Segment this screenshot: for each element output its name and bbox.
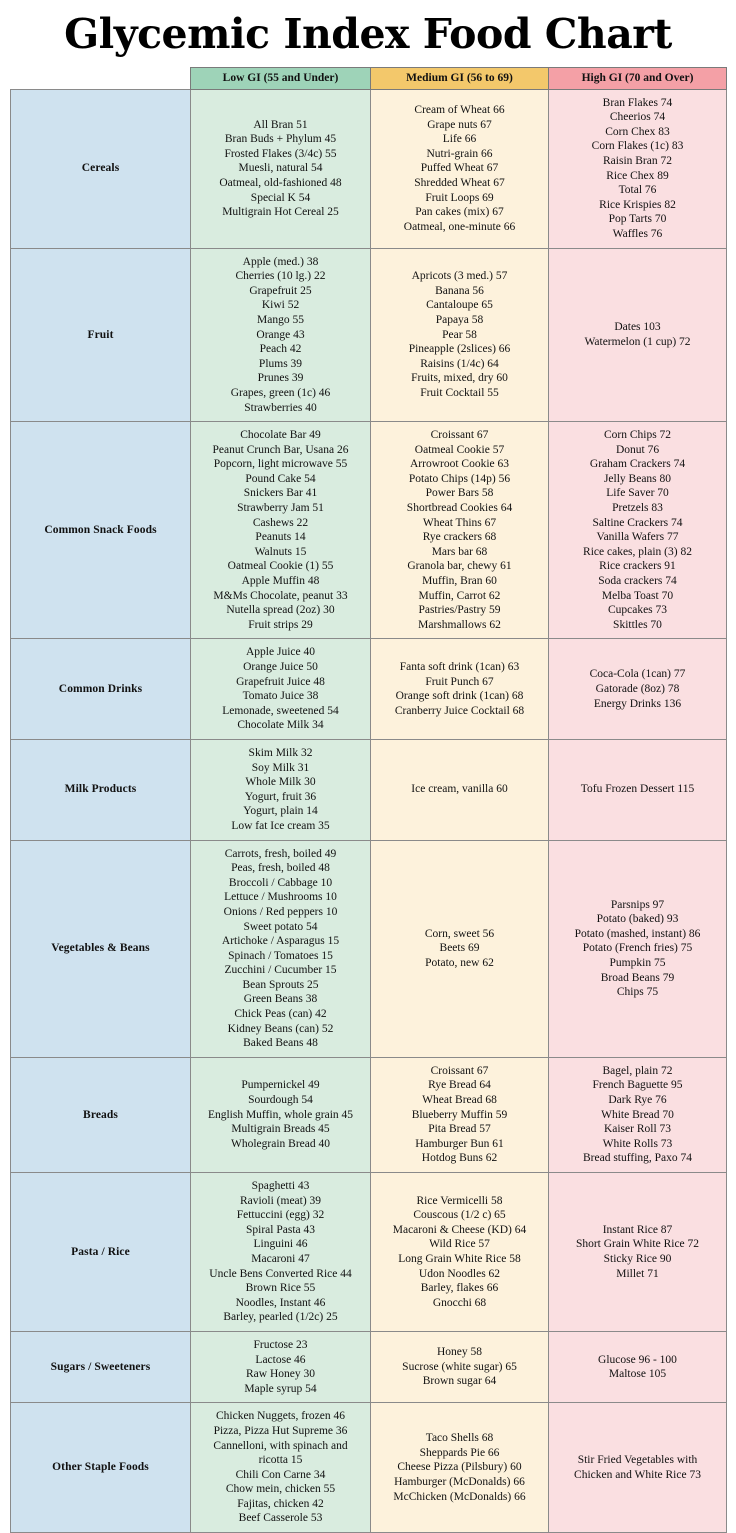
high-gi-cell	[549, 739, 727, 840]
food-item: Bean Sprouts 25	[242, 978, 319, 991]
food-item: Broccoli / Cabbage 10	[228, 876, 333, 889]
food-item: Fajitas, chicken 42	[237, 1497, 324, 1510]
food-item: Skim Milk 32	[248, 746, 313, 759]
high-gi-cell	[549, 1057, 727, 1172]
food-item: Pop Tarts 70	[608, 213, 667, 226]
food-item: Pound Cake 54	[245, 472, 316, 485]
table-row	[11, 739, 727, 840]
food-item: Instant Rice 87	[602, 1223, 673, 1236]
food-item: Beef Casserole 53	[238, 1512, 323, 1525]
food-item: Cream of Wheat 66	[414, 103, 505, 116]
food-item: Banana 56	[435, 284, 484, 297]
table-row	[11, 89, 727, 248]
header-high-gi: High GI (70 and Over)	[549, 68, 727, 90]
medium-gi-cell	[371, 1057, 549, 1172]
food-item: Wholegrain Bread 40	[231, 1137, 330, 1150]
low-gi-cell	[191, 840, 371, 1057]
low-gi-cell	[191, 89, 371, 248]
food-item: Multigrain Breads 45	[231, 1123, 330, 1136]
food-item: Blueberry Muffin 59	[411, 1108, 508, 1121]
food-item: Peas, fresh, boiled 48	[231, 862, 330, 875]
food-item: Nutella spread (2oz) 30	[226, 604, 335, 617]
food-item: Spaghetti 43	[251, 1180, 310, 1193]
food-item: Arrowroot Cookie 63	[409, 458, 509, 471]
table-row	[11, 248, 727, 422]
food-item: Shortbread Cookies 64	[406, 502, 513, 515]
food-item: White Bread 70	[601, 1108, 674, 1121]
medium-gi-cell	[371, 840, 549, 1057]
food-item: Taco Shells 68	[425, 1432, 494, 1445]
table-row	[11, 422, 727, 639]
low-gi-cell	[191, 739, 371, 840]
food-item: Pan cakes (mix) 67	[415, 206, 504, 219]
food-item: Spiral Pasta 43	[246, 1223, 315, 1236]
food-item: Saltine Crackers 74	[592, 516, 683, 529]
food-item: Uncle Bens Converted Rice 44	[209, 1267, 352, 1280]
low-gi-cell	[191, 248, 371, 422]
high-gi-cell	[549, 248, 727, 422]
food-item: M&Ms Chocolate, peanut 33	[213, 589, 348, 602]
high-gi-cell	[549, 422, 727, 639]
header-category	[11, 68, 191, 90]
food-item: Apple Juice 40	[246, 646, 315, 659]
food-item: Cranberry Juice Cocktail 68	[394, 704, 525, 717]
food-item: Pastries/Pastry 59	[418, 604, 501, 617]
food-item: Onions / Red peppers 10	[223, 905, 338, 918]
food-item: Tofu Frozen Dessert 115	[580, 783, 695, 796]
category-cell: Other Staple Foods	[11, 1403, 191, 1533]
category-cell: Pasta / Rice	[11, 1173, 191, 1332]
food-item: Lactose 46	[255, 1353, 306, 1366]
food-item: Maple syrup 54	[244, 1382, 317, 1395]
food-item: Rice crackers 91	[599, 560, 676, 573]
category-cell: Fruit	[11, 248, 191, 422]
food-item: Sweet potato 54	[243, 920, 318, 933]
table-row	[11, 1173, 727, 1332]
food-item: Pizza, Pizza Hut Supreme 36	[213, 1424, 348, 1437]
food-item: Hamburger Bun 61	[415, 1137, 504, 1150]
food-item: Puffed Wheat 67	[420, 162, 499, 175]
food-item: Potato (baked) 93	[596, 913, 679, 926]
medium-gi-cell	[371, 422, 549, 639]
food-item: Fanta soft drink (1can) 63	[399, 661, 520, 674]
food-item: Hotdog Buns 62	[421, 1152, 498, 1165]
food-item: Corn Chips 72	[603, 429, 672, 442]
food-item: Broad Beans 79	[600, 971, 675, 984]
food-item: Cheese Pizza (Pilsbury) 60	[397, 1461, 522, 1474]
food-item: Raisin Bran 72	[603, 155, 672, 168]
food-item: Multigrain Hot Cereal 25	[222, 206, 339, 219]
header-low-gi: Low GI (55 and Under)	[191, 68, 371, 90]
food-item: Raisins (1/4c) 64	[420, 357, 499, 370]
food-item: Raw Honey 30	[246, 1368, 315, 1381]
food-item: Rice Krispies 82	[599, 198, 676, 211]
food-item: Gnocchi 68	[432, 1296, 487, 1309]
low-gi-cell	[191, 1331, 371, 1402]
food-item: Fructose 23	[253, 1338, 308, 1351]
food-item: Green Beans 38	[243, 993, 318, 1006]
food-item: Linguini 46	[253, 1238, 308, 1251]
food-item: Macaroni & Cheese (KD) 64	[392, 1223, 527, 1236]
food-item: Oatmeal Cookie (1) 55	[227, 560, 334, 573]
food-item: Snickers Bar 41	[243, 487, 318, 500]
low-gi-cell	[191, 1403, 371, 1533]
food-item: Croissant 67	[430, 429, 489, 442]
food-item: Rice Chex 89	[606, 169, 669, 182]
food-item: Walnuts 15	[254, 545, 307, 558]
food-item: Dark Rye 76	[608, 1094, 667, 1107]
food-item: Fruits, mixed, dry 60	[411, 372, 508, 385]
food-item: Bran Buds + Phylum 45	[224, 133, 337, 146]
food-item: Cheerios 74	[609, 111, 666, 124]
food-item: Beets 69	[439, 942, 480, 955]
food-item: Fruit strips 29	[248, 618, 313, 631]
medium-gi-cell	[371, 639, 549, 740]
food-item: Apple (med.) 38	[242, 255, 319, 268]
food-item: Muffin, Bran 60	[422, 575, 497, 588]
food-item: Oatmeal Cookie 57	[414, 443, 505, 456]
food-item: Barley, flakes 66	[420, 1282, 499, 1295]
high-gi-cell	[549, 1331, 727, 1402]
food-item: Melba Toast 70	[601, 589, 674, 602]
food-item: Artichoke / Asparagus 15	[221, 935, 340, 948]
food-item: Rye crackers 68	[422, 531, 497, 544]
food-item: Orange soft drink (1can) 68	[395, 690, 524, 703]
food-item: Whole Milk 30	[245, 776, 316, 789]
table-row	[11, 1057, 727, 1172]
food-item: Carrots, fresh, boiled 49	[224, 847, 337, 860]
table-row	[11, 1331, 727, 1402]
food-item: Jelly Beans 80	[603, 472, 672, 485]
table-body	[11, 89, 727, 1532]
food-item: Sheppards Pie 66	[419, 1446, 500, 1459]
food-item: Donut 76	[615, 443, 660, 456]
food-item: Bran Flakes 74	[602, 96, 673, 109]
food-item: Potato (French fries) 75	[582, 942, 693, 955]
food-item: Watermelon (1 cup) 72	[584, 335, 691, 348]
food-item: Energy Drinks 136	[593, 697, 682, 710]
food-item: Zucchini / Cucumber 15	[224, 964, 337, 977]
low-gi-cell	[191, 422, 371, 639]
food-item: Kidney Beans (can) 52	[227, 1022, 334, 1035]
food-item: Orange 43	[256, 328, 305, 341]
food-item: English Muffin, whole grain 45	[207, 1108, 354, 1121]
food-item: Popcorn, light microwave 55	[213, 458, 348, 471]
food-item: Potato, new 62	[425, 957, 494, 969]
food-item: Special K 54	[250, 191, 311, 204]
food-item: Chocolate Milk 34	[237, 719, 324, 732]
food-item: Life 66	[442, 133, 477, 146]
high-gi-cell	[549, 639, 727, 740]
food-item: Baked Beans 48	[243, 1037, 318, 1050]
food-item: Papaya 58	[435, 313, 484, 326]
food-item: Pretzels 83	[612, 502, 663, 515]
food-item: Nutri-grain 66	[426, 147, 493, 160]
food-item: Mars bar 68	[431, 545, 488, 558]
food-item: Granola bar, chewy 61	[407, 560, 512, 573]
food-item: Peach 42	[259, 343, 302, 356]
medium-gi-cell	[371, 89, 549, 248]
food-item: Chili Con Carne 34	[235, 1468, 326, 1481]
food-item: Rice Vermicelli 58	[416, 1194, 503, 1207]
food-item: Corn Chex 83	[605, 125, 670, 138]
food-item: Coca-Cola (1can) 77	[589, 668, 686, 681]
table-row	[11, 840, 727, 1057]
medium-gi-cell	[371, 1173, 549, 1332]
low-gi-cell	[191, 1057, 371, 1172]
food-item: Low fat Ice cream 35	[231, 819, 330, 832]
category-cell: Milk Products	[11, 739, 191, 840]
food-item: Millet 71	[616, 1267, 659, 1280]
glycemic-index-table	[10, 67, 727, 1533]
food-item: Wheat Bread 68	[422, 1094, 497, 1107]
page-title: Glycemic Index Food Chart	[64, 10, 672, 58]
food-item: Plums 39	[258, 357, 303, 370]
food-item: ricotta 15	[258, 1454, 303, 1467]
food-item: McChicken (McDonalds) 66	[393, 1490, 526, 1503]
category-cell: Sugars / Sweeteners	[11, 1331, 191, 1402]
food-item: Sourdough 54	[248, 1094, 313, 1107]
food-item: Dates 103	[614, 321, 661, 334]
food-item: Pear 58	[442, 328, 477, 341]
food-item: Muffin, Carrot 62	[418, 589, 501, 602]
food-item: Potato Chips (14p) 56	[408, 472, 511, 485]
food-item: Fruit Loops 69	[425, 191, 494, 204]
food-item: Spinach / Tomatoes 15	[228, 949, 333, 962]
food-item: Cannelloni, with spinach and	[213, 1439, 348, 1452]
food-item: Kiwi 52	[261, 299, 300, 312]
food-item: Yogurt, plain 14	[243, 805, 318, 818]
food-item: Apricots (3 med.) 57	[411, 270, 508, 283]
food-item: Chocolate Bar 49	[240, 429, 321, 442]
medium-gi-cell	[371, 1331, 549, 1402]
food-item: Lemonade, sweetened 54	[222, 704, 339, 717]
high-gi-cell	[549, 1403, 727, 1533]
food-item: Sticky Rice 90	[603, 1252, 672, 1265]
medium-gi-cell	[371, 248, 549, 422]
food-item: Croissant 67	[430, 1064, 489, 1077]
food-item: Wild Rice 57	[429, 1238, 490, 1251]
food-item: Bagel, plain 72	[602, 1064, 673, 1077]
food-item: Pineapple (2slices) 66	[408, 343, 511, 356]
food-item: Strawberry Jam 51	[237, 502, 324, 515]
food-item: Chips 75	[616, 986, 659, 999]
table-row	[11, 1403, 727, 1533]
food-item: Sucrose (white sugar) 65	[402, 1360, 517, 1373]
food-item: Strawberries 40	[244, 401, 317, 414]
category-cell: Common Drinks	[11, 639, 191, 740]
food-item: Macaroni 47	[251, 1252, 310, 1265]
food-item: Couscous (1/2 c) 65	[413, 1209, 506, 1222]
food-item: Kaiser Roll 73	[603, 1123, 672, 1136]
food-item: Cashews 22	[252, 516, 309, 529]
food-item: Cherries (10 lg.) 22	[235, 270, 326, 283]
food-item: Oatmeal, old-fashioned 48	[219, 176, 342, 189]
food-item: Chicken Nuggets, frozen 46	[215, 1410, 346, 1423]
food-item: Pita Bread 57	[428, 1123, 491, 1136]
food-item: Peanut Crunch Bar, Usana 26	[212, 443, 349, 456]
food-item: Brown Rice 55	[245, 1282, 316, 1295]
food-item: Fruit Cocktail 55	[420, 386, 499, 399]
high-gi-cell	[549, 840, 727, 1057]
food-item: Maltose 105	[608, 1368, 667, 1381]
food-item: Parsnips 97	[610, 898, 665, 911]
food-item: White Rolls 73	[602, 1137, 673, 1150]
food-item: Corn Flakes (1c) 83	[591, 140, 684, 153]
food-item: Pumpernickel 49	[241, 1079, 320, 1092]
low-gi-cell	[191, 1173, 371, 1332]
food-item: Rye Bread 64	[428, 1079, 491, 1092]
food-item: Potato (mashed, instant) 86	[574, 927, 701, 940]
food-item: Noodles, Instant 46	[235, 1296, 326, 1309]
food-item: Udon Noodles 62	[418, 1267, 501, 1280]
category-cell: Breads	[11, 1057, 191, 1172]
high-gi-cell	[549, 1173, 727, 1332]
food-item: Wheat Thins 67	[422, 516, 497, 529]
food-item: Shredded Wheat 67	[414, 176, 505, 189]
table-row	[11, 639, 727, 740]
food-item: Grapefruit 25	[249, 284, 312, 297]
category-cell: Cereals	[11, 89, 191, 248]
food-item: Rice cakes, plain (3) 82	[583, 545, 692, 558]
category-cell: Vegetables & Beans	[11, 840, 191, 1057]
food-item: Chicken and White Rice 73	[574, 1468, 701, 1481]
food-item: Tomato Juice 38	[242, 690, 319, 703]
food-item: Gatorade (8oz) 78	[595, 682, 680, 695]
food-item: Ravioli (meat) 39	[239, 1194, 322, 1207]
food-item: Waffles 76	[612, 227, 663, 240]
food-item: Power Bars 58	[425, 487, 494, 500]
food-item: Fruit Punch 67	[425, 675, 494, 688]
table-header	[11, 68, 727, 90]
food-item: Chow mein, chicken 55	[225, 1483, 336, 1496]
food-item: Grapefruit Juice 48	[236, 675, 325, 688]
food-item: Honey 58	[436, 1346, 483, 1359]
food-item: French Baguette 95	[592, 1079, 683, 1092]
food-item: All Bran 51	[253, 118, 308, 131]
food-item: Oatmeal, one-minute 66	[403, 220, 516, 233]
food-item: Bread stuffing, Paxo 74	[582, 1152, 693, 1165]
food-item: Pumpkin 75	[609, 957, 666, 969]
food-item: Cupcakes 73	[607, 604, 668, 617]
food-item: Fettuccini (egg) 32	[236, 1209, 325, 1222]
food-item: Long Grain White Rice 58	[398, 1252, 521, 1265]
food-item: Total 76	[618, 184, 657, 197]
food-item: Lettuce / Mushrooms 10	[224, 891, 337, 904]
food-item: Hamburger (McDonalds) 66	[394, 1476, 525, 1488]
food-item: Mango 55	[257, 313, 304, 326]
food-item: Brown sugar 64	[422, 1375, 497, 1388]
food-item: Ice cream, vanilla 60	[411, 783, 508, 796]
low-gi-cell	[191, 639, 371, 740]
food-item: Chick Peas (can) 42	[234, 1008, 327, 1021]
food-item: Glucose 96 - 100	[598, 1353, 677, 1366]
food-item: Cantaloupe 65	[426, 299, 493, 312]
medium-gi-cell	[371, 1403, 549, 1533]
food-item: Soy Milk 31	[251, 761, 310, 774]
food-item: Muesli, natural 54	[238, 162, 323, 175]
header-medium-gi: Medium GI (56 to 69)	[371, 68, 549, 90]
food-item: Peanuts 14	[255, 531, 306, 544]
food-item: Prunes 39	[257, 372, 304, 385]
category-cell: Common Snack Foods	[11, 422, 191, 639]
food-item: Short Grain White Rice 72	[575, 1238, 700, 1251]
food-item: Marshmallows 62	[418, 618, 501, 631]
high-gi-cell	[549, 89, 727, 248]
food-item: Life Saver 70	[606, 487, 669, 500]
food-item: Skittles 70	[613, 618, 662, 631]
food-item: Soda crackers 74	[598, 575, 677, 588]
food-item: Barley, pearled (1/2c) 25	[223, 1311, 338, 1324]
food-item: Apple Muffin 48	[241, 575, 320, 588]
food-item: Graham Crackers 74	[589, 458, 686, 471]
food-item: Frosted Flakes (3/4c) 55	[224, 147, 337, 160]
food-item: Grapes, green (1c) 46	[230, 386, 331, 399]
food-item: Yogurt, fruit 36	[244, 790, 317, 803]
food-item: Grape nuts 67	[427, 118, 492, 131]
food-item: Corn, sweet 56	[424, 927, 495, 940]
food-item: Vanilla Wafers 77	[596, 531, 679, 544]
food-item: Stir Fried Vegetables with	[577, 1454, 698, 1467]
medium-gi-cell	[371, 739, 549, 840]
food-item: Orange Juice 50	[243, 661, 318, 674]
